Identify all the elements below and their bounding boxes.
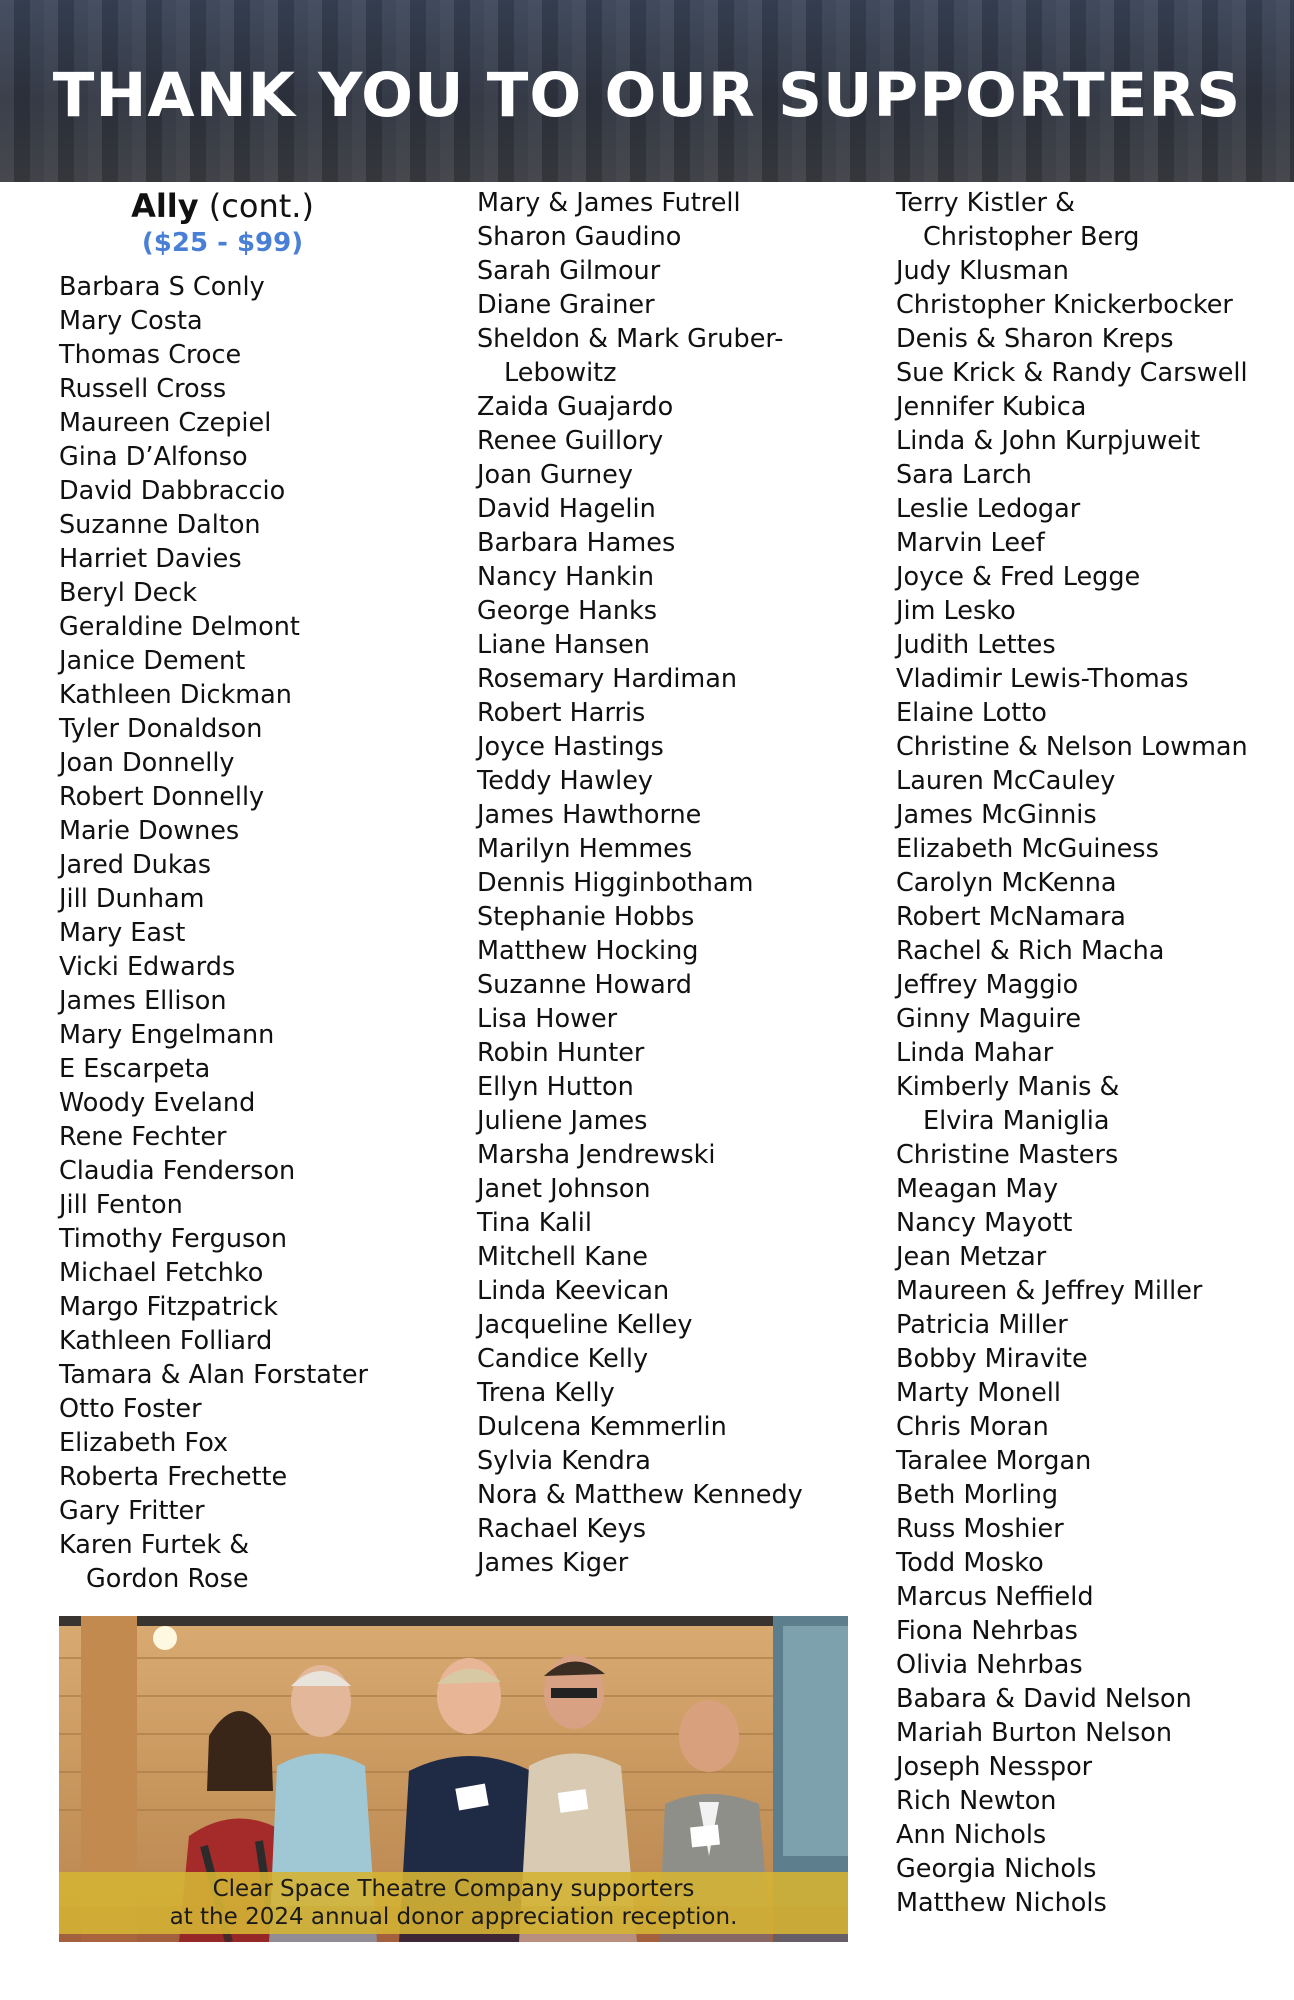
donor-name: Marsha Jendrewski xyxy=(477,1140,716,1170)
donor-name: Beth Morling xyxy=(896,1480,1059,1510)
donor-name: Georgia Nichols xyxy=(896,1854,1097,1884)
donor-name: Jill Fenton xyxy=(59,1190,183,1220)
donor-name: Matthew Nichols xyxy=(896,1888,1107,1918)
donor-name: Christine Masters xyxy=(896,1140,1119,1170)
donor-name: Taralee Morgan xyxy=(896,1446,1092,1476)
donor-name: Russell Cross xyxy=(59,374,227,404)
donor-name: Ginny Maguire xyxy=(896,1004,1082,1034)
donor-name: Babara & David Nelson xyxy=(896,1684,1192,1714)
donor-name: Zaida Guajardo xyxy=(477,392,674,422)
donor-name: Diane Grainer xyxy=(477,290,655,320)
donor-name: Tamara & Alan Forstater xyxy=(59,1360,369,1390)
donor-name: James Hawthorne xyxy=(477,800,702,830)
donor-name: Dulcena Kemmerlin xyxy=(477,1412,727,1442)
donor-column-1 xyxy=(59,186,386,1596)
donor-name: Ellyn Hutton xyxy=(477,1072,634,1102)
donor-name: Robin Hunter xyxy=(477,1038,645,1068)
donor-name: Judith Lettes xyxy=(896,630,1056,660)
donor-name: Fiona Nehrbas xyxy=(896,1616,1078,1646)
donor-name: Gary Fritter xyxy=(59,1496,205,1526)
donor-list xyxy=(477,186,803,1580)
donor-name: Elvira Maniglia xyxy=(923,1106,1110,1136)
donor-name: Harriet Davies xyxy=(59,544,242,574)
donor-name: Christopher Knickerbocker xyxy=(896,290,1233,320)
donor-name: Olivia Nehrbas xyxy=(896,1650,1083,1680)
donor-name: Lebowitz xyxy=(504,358,617,388)
donor-name: Nancy Mayott xyxy=(896,1208,1073,1238)
donor-name: Christopher Berg xyxy=(923,222,1140,252)
donor-name: Sheldon & Mark Gruber- xyxy=(477,324,784,354)
donor-name: Stephanie Hobbs xyxy=(477,902,695,932)
donor-name: Rachel & Rich Macha xyxy=(896,936,1165,966)
donor-name: Juliene James xyxy=(477,1106,648,1136)
donor-name: Renee Guillory xyxy=(477,426,664,456)
donor-name: Elizabeth Fox xyxy=(59,1428,229,1458)
donor-name: Jill Dunham xyxy=(59,884,205,914)
donor-name: Jennifer Kubica xyxy=(896,392,1087,422)
donor-name: Sara Larch xyxy=(896,460,1032,490)
tier-suffix: (cont.) xyxy=(198,187,314,225)
donor-name: Mary & James Futrell xyxy=(477,188,741,218)
donor-name: Lisa Hower xyxy=(477,1004,618,1034)
donor-name: Robert McNamara xyxy=(896,902,1126,932)
donor-name: Terry Kistler & xyxy=(896,188,1075,218)
donor-name: Christine & Nelson Lowman xyxy=(896,732,1248,762)
donor-name: E Escarpeta xyxy=(59,1054,211,1084)
donor-name: Karen Furtek & xyxy=(59,1530,250,1560)
donor-name: Nora & Matthew Kennedy xyxy=(477,1480,803,1510)
donor-name: Suzanne Howard xyxy=(477,970,692,1000)
donor-name: Rich Newton xyxy=(896,1786,1057,1816)
donor-list xyxy=(59,270,386,1596)
donor-name: James Ellison xyxy=(59,986,227,1016)
donor-name: Joseph Nesspor xyxy=(896,1752,1093,1782)
donor-name: Maureen Czepiel xyxy=(59,408,272,438)
donor-name: Marcus Neffield xyxy=(896,1582,1094,1612)
donor-name: Dennis Higginbotham xyxy=(477,868,754,898)
donor-name: Russ Moshier xyxy=(896,1514,1064,1544)
donor-name: Maureen & Jeffrey Miller xyxy=(896,1276,1203,1306)
donor-name: Rene Fechter xyxy=(59,1122,227,1152)
donor-name: Barbara Hames xyxy=(477,528,676,558)
donor-name: Meagan May xyxy=(896,1174,1059,1204)
donor-name: Joan Donnelly xyxy=(59,748,235,778)
donor-name: Jacqueline Kelley xyxy=(477,1310,693,1340)
donor-name: Kathleen Dickman xyxy=(59,680,292,710)
donor-name: Kathleen Folliard xyxy=(59,1326,273,1356)
page-title: THANK YOU TO OUR SUPPORTERS xyxy=(52,59,1242,131)
donor-name: Claudia Fenderson xyxy=(59,1156,296,1186)
donor-name: Carolyn McKenna xyxy=(896,868,1117,898)
donor-name: Todd Mosko xyxy=(896,1548,1044,1578)
donor-name: Geraldine Delmont xyxy=(59,612,300,642)
donor-name: Jim Lesko xyxy=(896,596,1016,626)
donor-name: Linda Mahar xyxy=(896,1038,1054,1068)
caption-line-1: Clear Space Theatre Company supporters xyxy=(212,1876,695,1902)
donor-name: Matthew Hocking xyxy=(477,936,699,966)
donor-name: Janet Johnson xyxy=(477,1174,651,1204)
donor-name: Roberta Frechette xyxy=(59,1462,288,1492)
donor-name: Gordon Rose xyxy=(86,1564,249,1594)
tier-name: Ally xyxy=(131,187,199,225)
donor-name: Mary Costa xyxy=(59,306,203,336)
donor-name: Bobby Miravite xyxy=(896,1344,1088,1374)
donor-name: Patricia Miller xyxy=(896,1310,1068,1340)
donor-name: Janice Dement xyxy=(59,646,246,676)
donor-column-3 xyxy=(896,186,1248,1920)
donor-name: Mitchell Kane xyxy=(477,1242,648,1272)
donor-name: Kimberly Manis & xyxy=(896,1072,1120,1102)
donor-name: Rosemary Hardiman xyxy=(477,664,738,694)
donor-name: Vladimir Lewis-Thomas xyxy=(896,664,1189,694)
donor-name: Mary East xyxy=(59,918,186,948)
donor-name: Beryl Deck xyxy=(59,578,198,608)
donor-name: Chris Moran xyxy=(896,1412,1049,1442)
donor-name: Lauren McCauley xyxy=(896,766,1116,796)
donor-list xyxy=(896,186,1248,1920)
donor-name: Suzanne Dalton xyxy=(59,510,261,540)
donor-name: Tina Kalil xyxy=(477,1208,592,1238)
caption-line-2: at the 2024 annual donor appreciation reception. xyxy=(169,1904,738,1930)
tier-range: ($25 - $99) xyxy=(141,228,304,258)
donor-name: David Dabbraccio xyxy=(59,476,286,506)
donor-name: Mary Engelmann xyxy=(59,1020,275,1050)
donor-name: Jeffrey Maggio xyxy=(896,970,1079,1000)
donor-name: Sue Krick & Randy Carswell xyxy=(896,358,1248,388)
donor-name: Joan Gurney xyxy=(477,460,633,490)
donor-name: Joyce Hastings xyxy=(477,732,664,762)
donor-name: Elizabeth McGuiness xyxy=(896,834,1159,864)
donor-name: Sarah Gilmour xyxy=(477,256,661,286)
photo-caption xyxy=(59,1872,848,1934)
donor-name: Robert Donnelly xyxy=(59,782,265,812)
donor-name: Linda Keevican xyxy=(477,1276,670,1306)
donor-name: James Kiger xyxy=(477,1548,629,1578)
reception-photo xyxy=(59,1616,848,1942)
donor-name: Rachael Keys xyxy=(477,1514,646,1544)
donor-name: Mariah Burton Nelson xyxy=(896,1718,1172,1748)
donor-name: Liane Hansen xyxy=(477,630,650,660)
donor-name: Timothy Ferguson xyxy=(59,1224,288,1254)
donor-name: Linda & John Kurpjuweit xyxy=(896,426,1201,456)
donor-name: Teddy Hawley xyxy=(477,766,654,796)
donor-name: Marilyn Hemmes xyxy=(477,834,693,864)
donor-name: Judy Klusman xyxy=(896,256,1069,286)
donor-name: Gina D’Alfonso xyxy=(59,442,248,472)
donor-name: Leslie Ledogar xyxy=(896,494,1081,524)
donor-name: Barbara S Conly xyxy=(59,272,265,302)
donor-name: James McGinnis xyxy=(896,800,1097,830)
donor-name: Michael Fetchko xyxy=(59,1258,264,1288)
donor-name: David Hagelin xyxy=(477,494,656,524)
donor-name: Jared Dukas xyxy=(59,850,212,880)
donor-name: Marty Monell xyxy=(896,1378,1061,1408)
donor-name: Elaine Lotto xyxy=(896,698,1047,728)
donor-name: Thomas Croce xyxy=(59,340,242,370)
donor-name: Otto Foster xyxy=(59,1394,202,1424)
donor-name: Denis & Sharon Kreps xyxy=(896,324,1174,354)
donor-name: Joyce & Fred Legge xyxy=(896,562,1141,592)
donor-name: George Hanks xyxy=(477,596,658,626)
donor-name: Tyler Donaldson xyxy=(59,714,263,744)
donor-name: Woody Eveland xyxy=(59,1088,256,1118)
donor-name: Robert Harris xyxy=(477,698,646,728)
donor-name: Candice Kelly xyxy=(477,1344,649,1374)
donor-name: Marie Downes xyxy=(59,816,240,846)
donor-name: Margo Fitzpatrick xyxy=(59,1292,279,1322)
donor-name: Trena Kelly xyxy=(477,1378,615,1408)
donor-name: Sylvia Kendra xyxy=(477,1446,651,1476)
donor-name: Vicki Edwards xyxy=(59,952,236,982)
donor-name: Jean Metzar xyxy=(896,1242,1047,1272)
donor-name: Marvin Leef xyxy=(896,528,1045,558)
donor-name: Nancy Hankin xyxy=(477,562,655,592)
donor-name: Sharon Gaudino xyxy=(477,222,682,252)
page-banner xyxy=(0,0,1294,182)
tier-heading xyxy=(59,186,386,260)
donor-name: Ann Nichols xyxy=(896,1820,1047,1850)
donor-column-2 xyxy=(477,186,803,1580)
